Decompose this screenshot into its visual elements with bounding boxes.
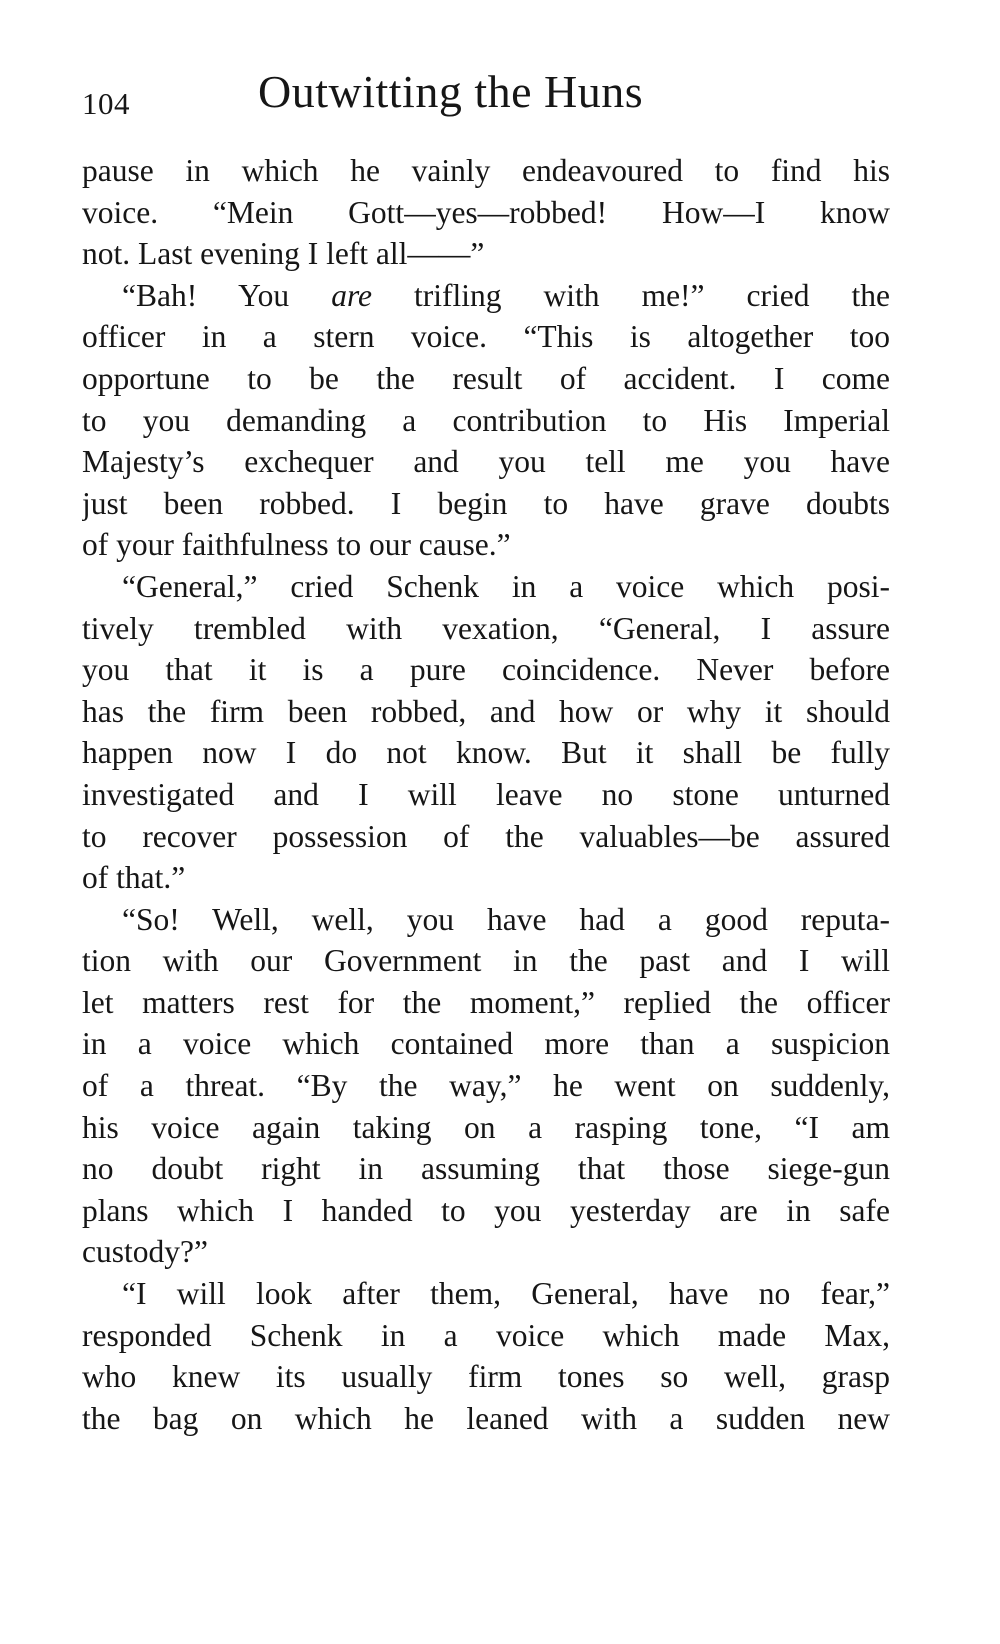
- text-line: [82, 316, 890, 358]
- text-segment: trifling with me!” cried the: [372, 277, 890, 313]
- text-line: [82, 150, 890, 192]
- text-segment: of that.”: [82, 860, 186, 896]
- text-line: [82, 400, 890, 442]
- text-line: [82, 649, 890, 691]
- text-segment: to recover possession of the valuables—be assured: [82, 818, 890, 854]
- text-line: [82, 233, 890, 275]
- text-line: [82, 441, 890, 483]
- text-segment: who knew its usually firm tones so well, grasp: [82, 1359, 890, 1395]
- text-line: [82, 566, 890, 608]
- text-line: [82, 857, 890, 899]
- text-line: [82, 1315, 890, 1357]
- text-segment: tively trembled with vexation, “General, I assure: [82, 610, 890, 646]
- text-segment: his voice again taking on a rasping tone, “I am: [82, 1109, 890, 1145]
- text-segment: “So! Well, well, you have had a good reputa-: [122, 901, 890, 937]
- text-line: [82, 275, 890, 317]
- text-segment: “I will look after them, General, have no fear,”: [122, 1276, 890, 1312]
- text-line: [82, 192, 890, 234]
- text-segment: the bag on which he leaned with a sudden new: [82, 1400, 890, 1436]
- text-segment: just been robbed. I begin to have grave doubts: [82, 485, 890, 521]
- text-line: [82, 1356, 890, 1398]
- text-segment: plans which I handed to you yesterday are in safe: [82, 1192, 890, 1228]
- text-line: [82, 691, 890, 733]
- text-segment: of your faithfulness to our cause.”: [82, 527, 511, 563]
- text-segment: in a voice which contained more than a suspicion: [82, 1026, 890, 1062]
- body-text: [82, 150, 890, 1439]
- text-segment: let matters rest for the moment,” replied the officer: [82, 984, 890, 1020]
- text-segment: tion with our Government in the past and I will: [82, 943, 890, 979]
- text-segment: opportune to be the result of accident. I come: [82, 360, 890, 396]
- text-segment: not. Last evening I left all——”: [82, 236, 485, 272]
- text-line: [82, 1148, 890, 1190]
- text-line: [82, 1107, 890, 1149]
- text-segment: pause in which he vainly endeavoured to find his: [82, 153, 890, 188]
- text-segment: no doubt right in assuming that those siege-gun: [82, 1151, 890, 1187]
- text-line: [82, 1273, 890, 1315]
- text-line: [82, 483, 890, 525]
- text-segment: custody?”: [82, 1234, 208, 1270]
- text-line: [82, 940, 890, 982]
- text-segment: “Bah! You: [122, 277, 332, 313]
- text-line: [82, 524, 890, 566]
- text-segment: happen now I do not know. But it shall be fully: [82, 735, 890, 771]
- text-segment: of a threat. “By the way,” he went on suddenly,: [82, 1068, 890, 1104]
- text-line: [82, 732, 890, 774]
- text-segment: Majesty’s exchequer and you tell me you have: [82, 444, 890, 480]
- text-line: [82, 358, 890, 400]
- text-segment: has the firm been robbed, and how or why it should: [82, 693, 890, 729]
- text-segment: to you demanding a contribution to His Imperial: [82, 402, 890, 438]
- text-line: [82, 982, 890, 1024]
- book-title: Outwitting the Huns: [258, 66, 644, 117]
- text-line: [82, 1023, 890, 1065]
- text-segment: voice. “Mein Gott—yes—robbed! How—I know: [82, 194, 890, 230]
- text-line: [82, 816, 890, 858]
- text-line: [82, 899, 890, 941]
- text-segment: you that it is a pure coincidence. Never before: [82, 652, 890, 688]
- text-line: [82, 1065, 890, 1107]
- text-segment: “General,” cried Schenk in a voice which posi-: [122, 568, 890, 604]
- text-line: [82, 1231, 890, 1273]
- text-line: [82, 774, 890, 816]
- text-line: [82, 1190, 890, 1232]
- running-head: [82, 62, 890, 132]
- text-segment: responded Schenk in a voice which made Max,: [82, 1317, 890, 1353]
- page-number: 104: [82, 86, 130, 121]
- text-segment: investigated and I will leave no stone unturned: [82, 776, 890, 812]
- italic-text: are: [331, 277, 373, 313]
- text-line: [82, 608, 890, 650]
- text-line: [82, 1398, 890, 1440]
- text-segment: officer in a stern voice. “This is altogether too: [82, 319, 890, 355]
